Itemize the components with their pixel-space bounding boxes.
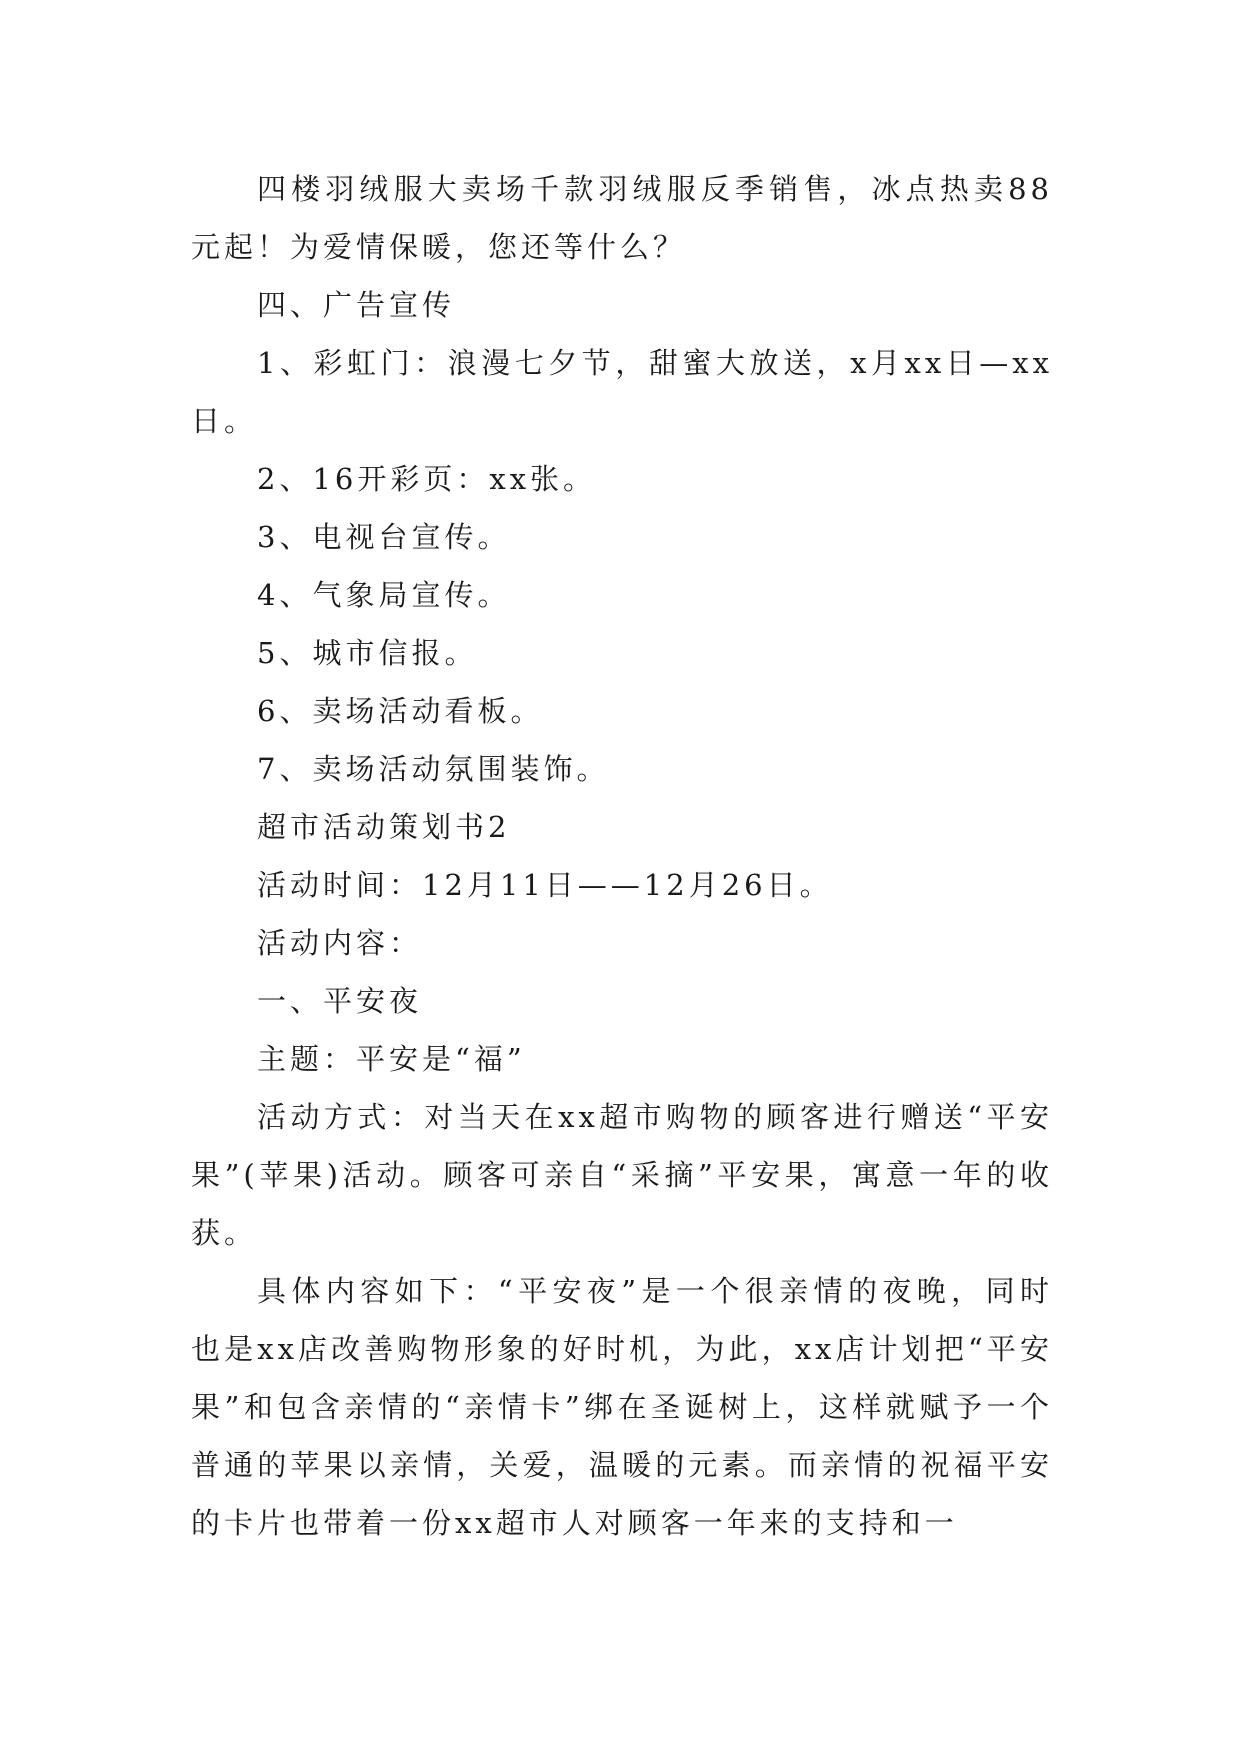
list-item-tv-promotion: 3、电视台宣传。 (257, 520, 511, 554)
paragraph-activity-method: 活动方式：对当天在xx超市购物的顾客进行赠送“平安果”(苹果)活动。顾客可亲自“采摘”平安果，寓意一年的收获。 (191, 1100, 1053, 1250)
heading-christmas-eve: 一、平安夜 (257, 984, 423, 1018)
list-item-rainbow-arch: 1、彩虹门：浪漫七夕节，甜蜜大放送，x月xx日—xx日。 (191, 346, 1053, 438)
paragraph-details: 具体内容如下：“平安夜”是一个很亲情的夜晚，同时也是xx店改善购物形象的好时机，为此，xx店计划把“平安果”和包含亲情的“亲情卡”绑在圣诞树上，这样就赋予一个普通的苹果以亲情，关爱，温暖的元素。而亲情的祝福平安的卡片也带着一份xx超市人对顾客一年来的支持和一 (191, 1274, 1053, 1540)
list-item-weather-bureau: 4、气象局宣传。 (257, 578, 511, 612)
list-item-decoration: 7、卖场活动氛围装饰。 (257, 752, 610, 786)
list-item-activity-board: 6、卖场活动看板。 (257, 694, 544, 728)
list-item-color-pages: 2、16开彩页：xx张。 (257, 462, 597, 496)
paragraph-down-jacket-sale: 四楼羽绒服大卖场千款羽绒服反季销售，冰点热卖88元起！为爱情保暖，您还等什么？ (191, 172, 1053, 264)
list-item-city-newspaper: 5、城市信报。 (257, 636, 478, 670)
heading-advertising: 四、广告宣传 (257, 288, 456, 322)
section-title-plan-2: 超市活动策划书2 (257, 810, 511, 844)
document-body (191, 160, 1053, 1552)
activity-time: 活动时间：12月11日——12月26日。 (257, 868, 833, 902)
theme-line: 主题：平安是“福” (257, 1042, 526, 1076)
activity-content-label: 活动内容： (257, 926, 423, 960)
